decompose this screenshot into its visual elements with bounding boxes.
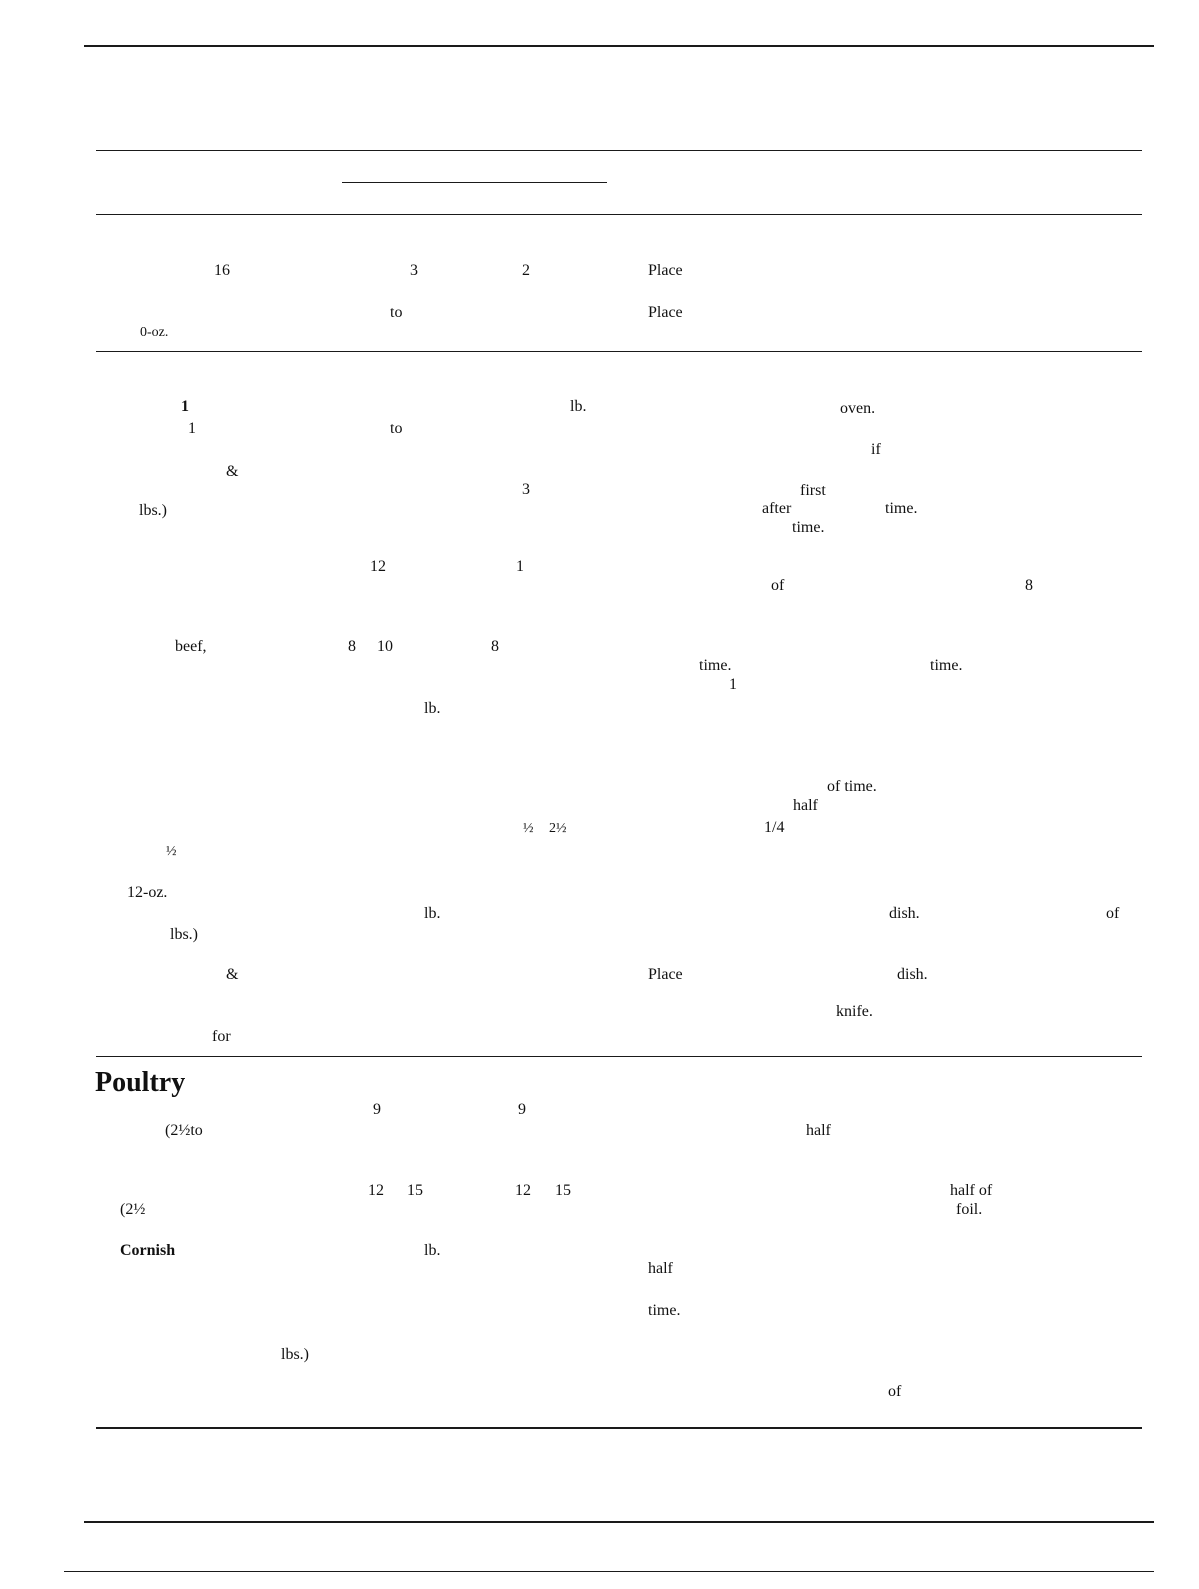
- table-header-rule: [96, 214, 1142, 215]
- table-text: 1: [181, 398, 189, 415]
- table-text: 15: [555, 1182, 571, 1199]
- table-bottom-rule: [96, 1427, 1142, 1429]
- table-text: 8: [491, 638, 499, 655]
- table-text: 2: [522, 262, 530, 279]
- table-text: time.: [885, 500, 918, 517]
- table-top-rule: [96, 150, 1142, 151]
- table-text: (2½to: [165, 1122, 203, 1139]
- table-text: oven.: [840, 400, 876, 417]
- table-text: lbs.): [170, 926, 198, 943]
- table-text: foil.: [956, 1201, 983, 1218]
- table-text: Place: [648, 304, 683, 321]
- table-text: &: [226, 966, 239, 983]
- table-text: 10: [377, 638, 393, 655]
- table-text: of: [1106, 905, 1120, 922]
- footer-rule-1: [84, 1521, 1154, 1523]
- table-text: 3: [410, 262, 418, 279]
- table-text: lbs.): [139, 502, 167, 519]
- table-text: 1/4: [764, 819, 785, 836]
- table-text: time.: [699, 657, 732, 674]
- table-text: &: [226, 463, 239, 480]
- header-underline: [342, 182, 607, 183]
- table-text: Place: [648, 966, 683, 983]
- table-text: 9: [518, 1101, 526, 1118]
- table-text: 15: [407, 1182, 423, 1199]
- table-text: beef,: [175, 638, 207, 655]
- table-text: time.: [792, 519, 825, 536]
- table-text: lb.: [424, 905, 441, 922]
- table-text: 16: [214, 262, 230, 279]
- table-text: 8: [348, 638, 356, 655]
- table-text: (2½: [120, 1201, 146, 1218]
- table-text: of time.: [827, 778, 877, 795]
- table-text: lb.: [570, 398, 587, 415]
- table-text: lb.: [424, 700, 441, 717]
- table-text: 9: [373, 1101, 381, 1118]
- table-text: lbs.): [281, 1346, 309, 1363]
- table-text: for: [212, 1028, 231, 1045]
- top-rule: [84, 45, 1154, 47]
- table-text: to: [390, 304, 403, 321]
- table-text: half of: [950, 1182, 993, 1199]
- table-text: ½: [166, 844, 177, 859]
- table-text: 3: [522, 481, 530, 498]
- table-text: 1: [188, 420, 196, 437]
- table-text: to: [390, 420, 403, 437]
- table-text: half: [793, 797, 818, 814]
- table-text: half: [648, 1260, 673, 1277]
- table-text: lb.: [424, 1242, 441, 1259]
- table-text: after: [762, 500, 792, 517]
- table-text: time.: [930, 657, 963, 674]
- table-text: dish.: [897, 966, 928, 983]
- row-divider-1: [96, 351, 1142, 352]
- table-text: of: [888, 1383, 902, 1400]
- table-text: 1: [516, 558, 524, 575]
- table-text: 8: [1025, 577, 1033, 594]
- table-text: 12: [368, 1182, 384, 1199]
- table-text: of: [771, 577, 785, 594]
- section-heading: Poultry: [95, 1067, 186, 1098]
- table-text: 12: [515, 1182, 531, 1199]
- footer-rule-2: [64, 1571, 1154, 1572]
- table-text: 2½: [549, 821, 567, 836]
- table-text: time.: [648, 1302, 681, 1319]
- table-text: 12: [370, 558, 386, 575]
- table-text: half: [806, 1122, 831, 1139]
- row-divider-2: [96, 1056, 1142, 1057]
- table-text: 12-oz.: [127, 884, 168, 901]
- table-text: Cornish: [120, 1242, 176, 1259]
- table-text: if: [871, 441, 881, 458]
- table-text: 0-oz.: [140, 325, 169, 340]
- table-text: ½: [523, 821, 534, 836]
- table-text: 1: [729, 676, 737, 693]
- table-text: knife.: [836, 1003, 873, 1020]
- table-text: Place: [648, 262, 683, 279]
- table-text: dish.: [889, 905, 920, 922]
- table-text: first: [800, 482, 826, 499]
